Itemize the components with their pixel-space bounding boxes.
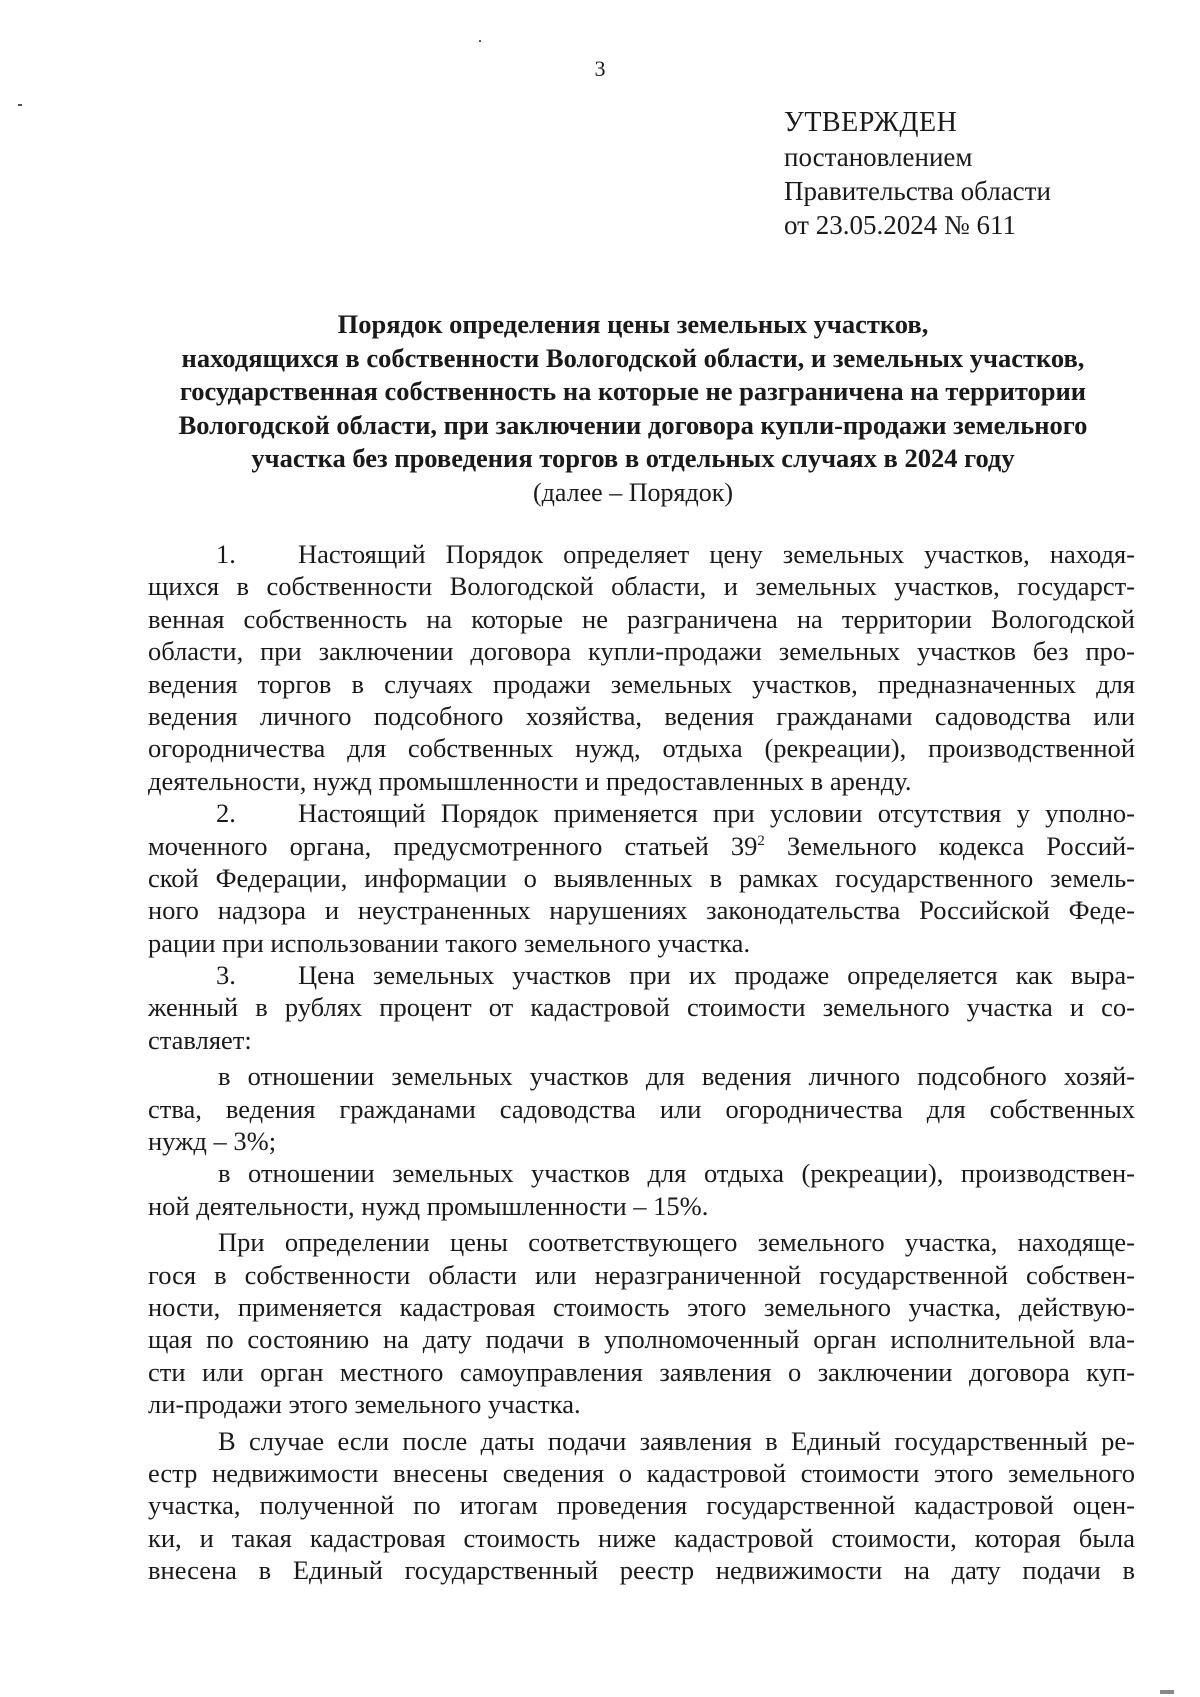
text-line: рации при использовании такого земельного участка. (148, 927, 751, 958)
approval-line: постановлением (784, 142, 973, 172)
text-line: гося в собственности области или неразграниченной государственной собствен- (148, 1259, 1135, 1290)
scan-speck (18, 104, 22, 106)
paragraph-number: 2. (216, 798, 236, 829)
paragraph-1 (148, 538, 1135, 797)
title-line: находящихся в собственности Вологодской области, и земельных участков, (181, 342, 1085, 373)
text-fragment: Земельного кодекса Россий- (764, 830, 1135, 861)
text-line: участка, полученной по итогам проведения государственной кадастровой оцен- (148, 1490, 1135, 1521)
text-line: В случае если после даты подачи заявления в Единый государственный ре- (218, 1425, 1135, 1456)
title-line: Порядок определения цены земельных участков, (337, 309, 929, 339)
paragraph-registry-update (148, 1425, 1135, 1587)
text-line: ведения торгов в случаях продажи земельных участков, предназначенных для (148, 668, 1135, 699)
article-superscript: 2 (757, 832, 765, 849)
title-subtitle: (далее – Порядок) (533, 477, 733, 507)
text-line: Настоящий Порядок определяет цену земельных участков, находя- (298, 539, 1135, 569)
approval-date-number: от 23.05.2024 № 611 (784, 210, 1016, 240)
title-line: участка без проведения торгов в отдельных случаях в 2024 году (251, 443, 1015, 473)
paragraph-2 (148, 797, 1135, 959)
paragraph-rate-3-percent (148, 1060, 1135, 1157)
paragraph-number: 3. (216, 960, 236, 991)
approval-title: УТВЕРЖДЕН (784, 107, 958, 138)
page-number: 3 (594, 56, 606, 81)
text-line: внесена в Единый государственный реестр недвижимости на дату подачи в (148, 1555, 1135, 1586)
paragraph-number: 1. (216, 539, 236, 569)
text-line: ности, применяется кадастровая стоимость этого земельного участка, действую- (148, 1291, 1135, 1322)
text-line: ведения личного подсобного хозяйства, ведения гражданами садоводства или (148, 700, 1135, 731)
approval-stamp (784, 106, 1051, 242)
text-line: деятельности, нужд промышленности и предоставленных в аренду. (148, 765, 912, 796)
text-line: области, при заключении договора купли-продажи земельных участков без про- (148, 636, 1135, 667)
text-fragment: моченного органа, предусмотренного статьей 39 (148, 830, 758, 861)
text-line: женный в рублях процент от кадастровой стоимости земельного участка и со- (148, 992, 1135, 1023)
text-line: в отношении земельных участков для ведения личного подсобного хозяй- (218, 1061, 1135, 1092)
text-line: огородничества для собственных нужд, отдыха (рекреации), производственной (148, 733, 1135, 764)
text-line: ного надзора и неустраненных нарушениях законодательства Российской Феде- (148, 895, 1135, 926)
paragraph-cadastral-value (148, 1226, 1135, 1420)
text-line: При определении цены соответствующего земельного участка, находяще- (218, 1227, 1135, 1258)
paragraph-rate-15-percent (148, 1157, 1135, 1222)
text-line: Настоящий Порядок применяется при условии отсутствия у уполно- (298, 798, 1135, 829)
text-line: ной деятельности, нужд промышленности – 15%. (148, 1190, 709, 1221)
scan-edge-mark (1160, 1690, 1174, 1694)
text-line: нужд – 3%; (148, 1126, 277, 1157)
document-title (140, 308, 1126, 510)
text-line: ства, ведения гражданами садоводства или огородничества для собственных (148, 1093, 1135, 1124)
paragraph-3 (148, 959, 1135, 1056)
approval-line: Правительства области (784, 176, 1051, 206)
text-line: ки, и такая кадастровая стоимость ниже кадастровой стоимости, которая была (148, 1522, 1135, 1553)
text-line: ли-продажи этого земельного участка. (148, 1389, 581, 1420)
document-body (148, 538, 1135, 1587)
text-line: естр недвижимости внесены сведения о кадастровой стоимости этого земельного (148, 1457, 1135, 1488)
text-line: ставляет: (148, 1024, 252, 1055)
title-line: государственная собственность на которые не разграничена на территории (179, 376, 1087, 406)
text-line: ской Федерации, информации о выявленных в рамках государственного земель- (148, 862, 1135, 893)
text-line: в отношении земельных участков для отдыха (рекреации), производствен- (218, 1158, 1135, 1189)
text-line: сти или орган местного самоуправления заявления о заключении договора куп- (148, 1356, 1135, 1387)
text-line: щая по состоянию на дату подачи в уполномоченный орган исполнительной вла- (148, 1324, 1135, 1355)
text-line: Цена земельных участков при их продаже определяется как выра- (298, 960, 1135, 991)
scan-speck (479, 40, 481, 42)
title-line: Вологодской области, при заключении договора купли-продажи земельного (178, 409, 1088, 440)
text-line: венная собственность на которые не разграничена на территории Вологодской (148, 603, 1135, 634)
text-line: щихся в собственности Вологодской области, и земельных участков, государст- (148, 571, 1135, 602)
